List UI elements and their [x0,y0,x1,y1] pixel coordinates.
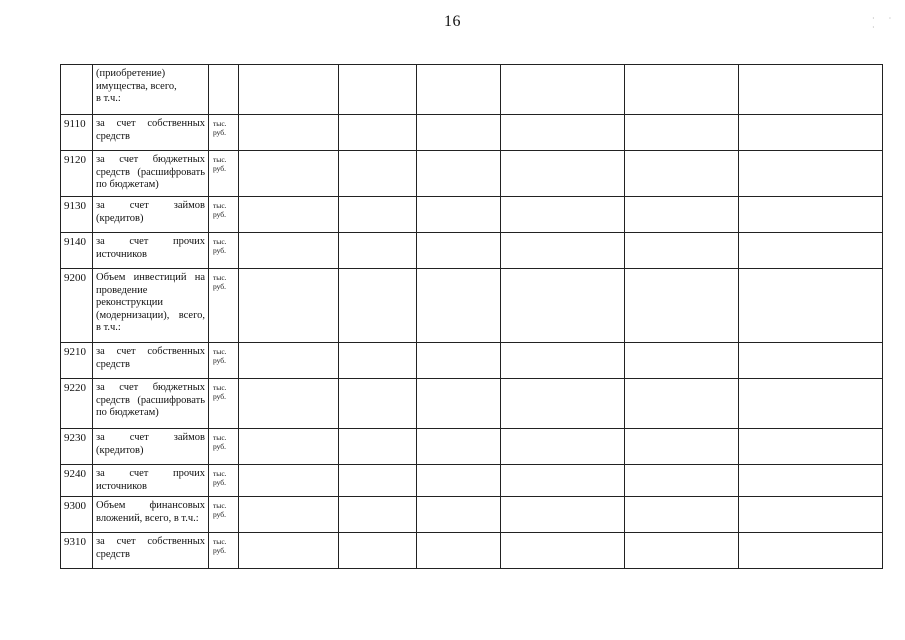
row-description [93,115,209,151]
empty-value-cell [739,379,883,429]
table-row [61,115,883,151]
row-description-text: за счет собственных средств [96,536,205,560]
empty-value-cell [239,269,339,343]
empty-value-cell [625,343,739,379]
table-row [61,379,883,429]
table-row [61,497,883,533]
row-description-text: за счет бюджетных средств (расшифровать по бюджетам) [96,382,205,418]
row-code: 9300 [61,497,93,533]
empty-value-cell [339,233,417,269]
empty-value-cell [417,233,501,269]
row-description-text: за счет займов (кредитов) [96,432,205,456]
row-code: 9110 [61,115,93,151]
row-description [93,65,209,115]
row-unit: тыс. руб. [209,465,239,497]
row-unit: тыс. руб. [209,233,239,269]
empty-value-cell [239,429,339,465]
row-description [93,269,209,343]
empty-value-cell [239,533,339,569]
row-description-text: Объем инвестиций на проведение реконструкции (модернизации), всего, в т.ч.: [96,272,205,333]
empty-value-cell [625,65,739,115]
empty-value-cell [501,65,625,115]
row-description [93,429,209,465]
empty-value-cell [501,533,625,569]
empty-value-cell [625,233,739,269]
empty-value-cell [625,115,739,151]
row-description-text: Объем финансовых вложений, всего, в т.ч.: [96,500,205,524]
empty-value-cell [501,151,625,197]
row-code: 9310 [61,533,93,569]
table-row [61,197,883,233]
table-row [61,269,883,343]
empty-value-cell [739,269,883,343]
row-unit: тыс. руб. [209,269,239,343]
table-row [61,151,883,197]
empty-value-cell [501,465,625,497]
empty-value-cell [339,269,417,343]
empty-value-cell [339,429,417,465]
empty-value-cell [625,151,739,197]
empty-value-cell [417,115,501,151]
row-unit: тыс. руб. [209,151,239,197]
empty-value-cell [625,269,739,343]
empty-value-cell [339,151,417,197]
table-row [61,233,883,269]
row-description-text: за счет прочих источников [96,236,205,260]
row-unit: тыс. руб. [209,115,239,151]
page-number: 16 [444,13,461,30]
empty-value-cell [739,197,883,233]
empty-value-cell [339,197,417,233]
row-description-text: за счет собственных средств [96,118,205,142]
row-description [93,497,209,533]
empty-value-cell [239,65,339,115]
table-row [61,465,883,497]
row-description-text: (приобретение) имущества, всего, в т.ч.: [96,68,177,104]
empty-value-cell [501,497,625,533]
empty-value-cell [417,533,501,569]
row-unit: тыс. руб. [209,379,239,429]
empty-value-cell [417,151,501,197]
empty-value-cell [339,115,417,151]
investment-table [60,64,883,569]
empty-value-cell [739,343,883,379]
empty-value-cell [417,379,501,429]
empty-value-cell [417,197,501,233]
row-unit: тыс. руб. [209,197,239,233]
row-description-text: за счет бюджетных средств (расшифровать по бюджетам) [96,154,205,190]
empty-value-cell [239,343,339,379]
row-code: 9210 [61,343,93,379]
empty-value-cell [339,343,417,379]
row-description [93,197,209,233]
empty-value-cell [239,233,339,269]
empty-value-cell [501,379,625,429]
row-description-text: за счет собственных средств [96,346,205,370]
row-unit [209,65,239,115]
row-code: 9220 [61,379,93,429]
empty-value-cell [625,497,739,533]
empty-value-cell [239,151,339,197]
row-description [93,533,209,569]
empty-value-cell [739,533,883,569]
row-code: 9200 [61,269,93,343]
row-code: 9140 [61,233,93,269]
empty-value-cell [501,197,625,233]
empty-value-cell [239,465,339,497]
empty-value-cell [239,115,339,151]
empty-value-cell [339,497,417,533]
row-description-text: за счет прочих источников [96,468,205,492]
empty-value-cell [739,497,883,533]
scan-specks: · · · [872,14,898,32]
row-description-text: за счет займов (кредитов) [96,200,205,224]
empty-value-cell [625,533,739,569]
table-row [61,343,883,379]
empty-value-cell [739,151,883,197]
empty-value-cell [239,197,339,233]
row-code: 9120 [61,151,93,197]
empty-value-cell [625,465,739,497]
table-row [61,533,883,569]
empty-value-cell [739,115,883,151]
empty-value-cell [417,429,501,465]
row-description [93,379,209,429]
empty-value-cell [739,429,883,465]
empty-value-cell [501,269,625,343]
empty-value-cell [501,233,625,269]
empty-value-cell [625,379,739,429]
empty-value-cell [339,65,417,115]
empty-value-cell [501,429,625,465]
empty-value-cell [417,65,501,115]
empty-value-cell [417,269,501,343]
row-description [93,343,209,379]
empty-value-cell [625,197,739,233]
row-code: 9230 [61,429,93,465]
empty-value-cell [501,115,625,151]
empty-value-cell [339,379,417,429]
empty-value-cell [339,533,417,569]
row-unit: тыс. руб. [209,343,239,379]
row-code: 9240 [61,465,93,497]
row-unit: тыс. руб. [209,429,239,465]
empty-value-cell [417,497,501,533]
row-code: 9130 [61,197,93,233]
row-code [61,65,93,115]
empty-value-cell [739,233,883,269]
row-description [93,233,209,269]
empty-value-cell [239,497,339,533]
row-unit: тыс. руб. [209,533,239,569]
empty-value-cell [339,465,417,497]
table-row [61,65,883,115]
empty-value-cell [739,465,883,497]
empty-value-cell [239,379,339,429]
row-description [93,151,209,197]
empty-value-cell [625,429,739,465]
empty-value-cell [501,343,625,379]
row-unit: тыс. руб. [209,497,239,533]
table-row [61,429,883,465]
empty-value-cell [417,343,501,379]
row-description [93,465,209,497]
empty-value-cell [417,465,501,497]
empty-value-cell [739,65,883,115]
